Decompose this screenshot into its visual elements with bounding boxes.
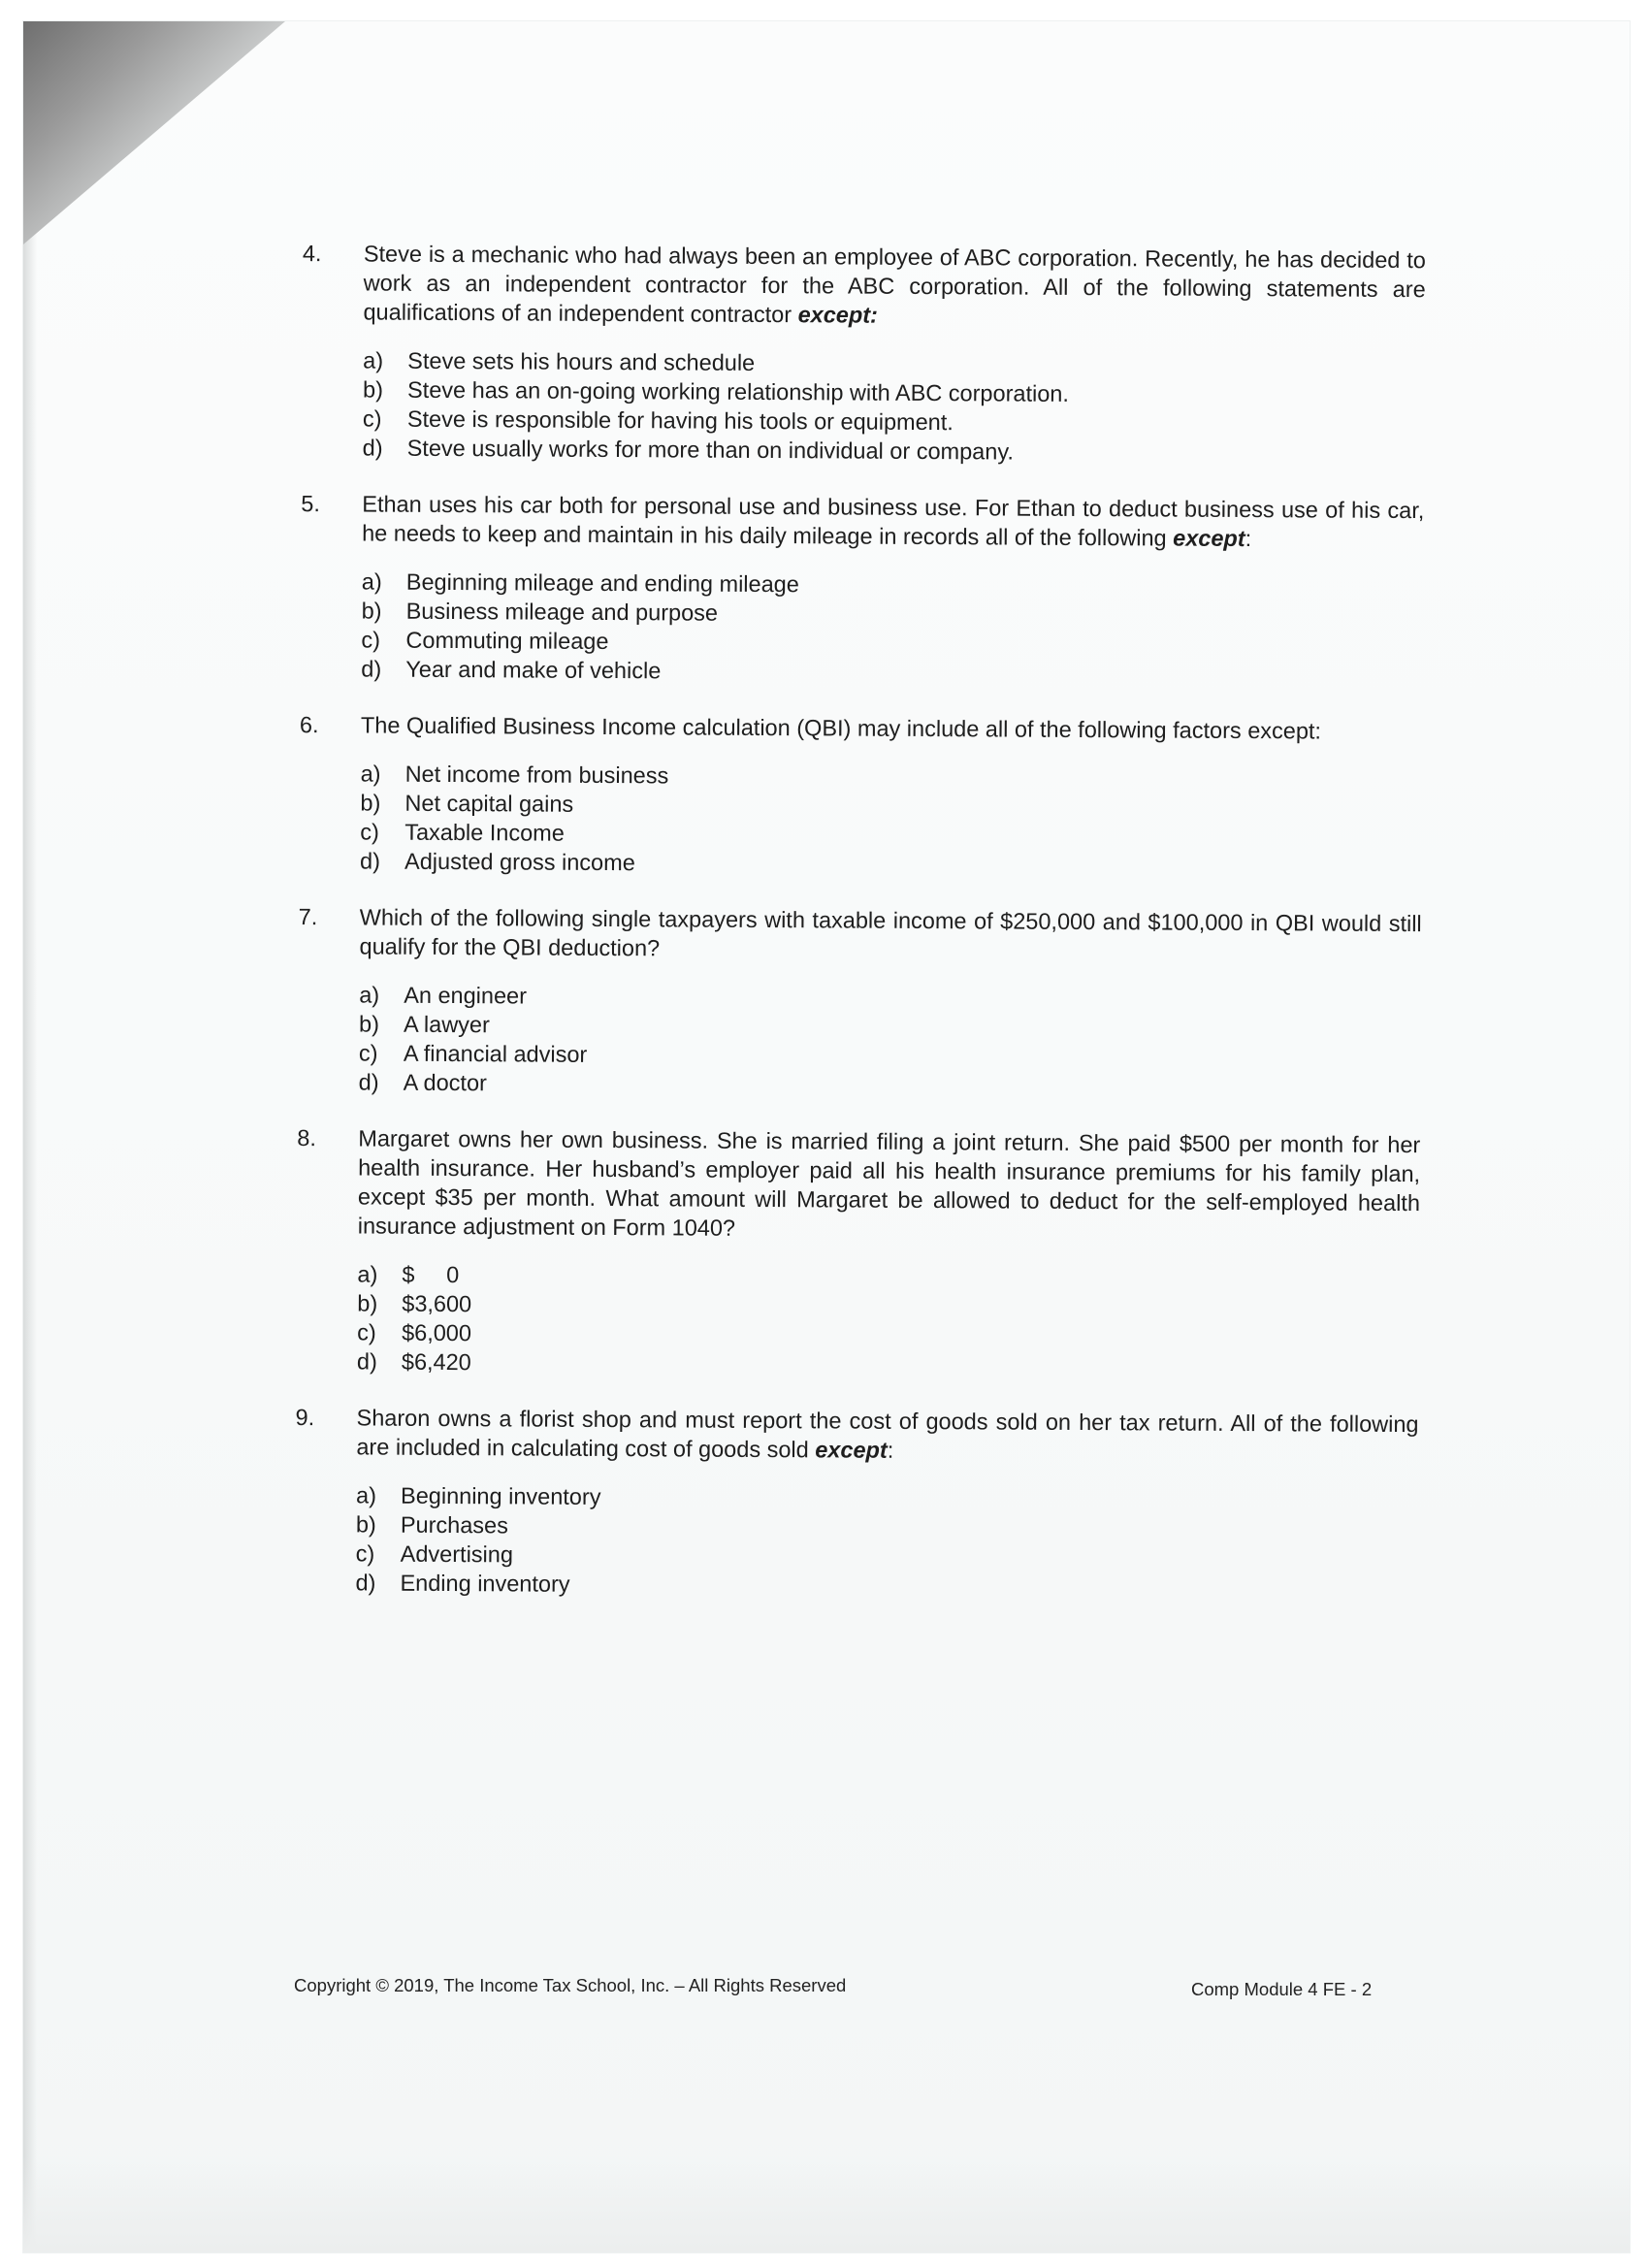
option-text: Purchases (400, 1511, 509, 1539)
question-number: 4. (302, 241, 322, 267)
option-letter: a) (359, 982, 380, 1008)
question-stem-text: Margaret owns her own business. She is married filing a joint return. She paid $500 per month for her health insurance. Her husband’s employer paid all his health insurance premiums for his family plan, except $35 per month. What amount will Margaret be allowed to deduct for the self-employed health insurance adjustment on Form 1040? (357, 1125, 1421, 1241)
question-item (286, 902, 1422, 1103)
option-letter: c) (358, 1040, 378, 1066)
option-letter: c) (362, 405, 382, 432)
option-text: Commuting mileage (405, 627, 609, 655)
question-stem-text: The Qualified Business Income calculation (QBI) may include all of the following factors except: (360, 712, 1322, 744)
answer-options (363, 345, 1426, 469)
option-letter: b) (358, 1011, 380, 1037)
option-text: Net capital gains (404, 790, 574, 817)
option-text: Year and make of vehicle (405, 656, 662, 684)
question-number: 5. (301, 491, 321, 517)
option-text: An engineer (404, 982, 528, 1009)
option-letter: a) (357, 1261, 378, 1287)
question-number: 9. (295, 1405, 315, 1431)
option-letter: a) (361, 568, 382, 595)
option-letter: c) (357, 1319, 376, 1345)
question-stem-text: Ethan uses his car both for personal use and business use. For Ethan to deduct business use of his car, he needs to keep and maintain in his daily mileage in records all of the following (362, 491, 1425, 551)
question-stem (358, 1123, 1421, 1247)
question-stem-emphasis: except (815, 1437, 888, 1463)
question-stem-text: Sharon owns a florist shop and must report the cost of goods sold on her tax return. All of the following are included in calculating cost of goods sold (356, 1405, 1419, 1463)
option-letter: b) (362, 376, 384, 403)
question-stem-text: Which of the following single taxpayers with taxable income of $250,000 and $100,000 in QBI would still qualify for the QBI deduction? (359, 904, 1422, 961)
question-stem-tail: : (887, 1437, 894, 1463)
option-text: Taxable Income (404, 819, 565, 846)
option-text: A financial advisor (403, 1040, 588, 1067)
copyright-notice: Copyright © 2019, The Income Tax School, Inc. – All Rights Reserved (294, 1975, 847, 1995)
question-item (282, 1403, 1418, 1604)
option-text: A doctor (403, 1069, 488, 1096)
answer-option (361, 654, 1423, 690)
option-text: Ending inventory (400, 1570, 570, 1597)
question-stem (363, 239, 1426, 333)
option-letter: d) (358, 1069, 379, 1095)
option-text: Business mileage and purpose (405, 598, 719, 626)
answer-options (355, 1480, 1418, 1604)
option-text: Adjusted gross income (404, 848, 635, 876)
question-stem-tail: : (1245, 526, 1252, 552)
option-letter: b) (360, 790, 381, 816)
question-stem (361, 710, 1423, 746)
option-letter: d) (362, 435, 383, 461)
option-letter: d) (361, 656, 382, 682)
option-letter: c) (360, 819, 379, 845)
answer-options (360, 759, 1423, 882)
option-letter: b) (357, 1290, 378, 1316)
option-letter: d) (360, 848, 381, 874)
question-item (284, 1123, 1421, 1382)
option-letter: a) (356, 1482, 377, 1508)
option-text: $6,420 (401, 1348, 471, 1376)
option-letter: a) (363, 347, 384, 373)
option-text: $3,600 (402, 1290, 472, 1317)
option-letter: b) (355, 1511, 376, 1538)
option-text: Steve usually works for more than on individual or company. (406, 435, 1014, 465)
question-stem-emphasis: except: (797, 302, 879, 328)
question-number: 6. (299, 712, 319, 738)
answer-options (359, 980, 1422, 1103)
option-text: A lawyer (403, 1011, 490, 1038)
option-letter: d) (356, 1348, 377, 1375)
question-stem (359, 902, 1421, 967)
option-letter: d) (355, 1570, 376, 1596)
option-letter: c) (355, 1540, 375, 1567)
answer-options (361, 567, 1424, 690)
question-stem (362, 489, 1424, 554)
answer-option (363, 433, 1425, 469)
question-stem (356, 1403, 1418, 1468)
question-item (287, 710, 1423, 882)
answer-option (359, 1067, 1421, 1103)
option-letter: a) (360, 761, 381, 787)
option-text: Beginning mileage and ending mileage (405, 568, 799, 598)
option-text: $ 0 (402, 1261, 460, 1288)
option-letter: b) (361, 598, 382, 624)
page-label: Comp Module 4 FE - 2 (1191, 1979, 1373, 1999)
option-text: Net income from business (404, 761, 669, 789)
answer-option (360, 846, 1422, 882)
question-item (288, 489, 1424, 690)
paper-left-edge-shadow (23, 223, 37, 2251)
answer-option (357, 1346, 1419, 1382)
question-list (282, 239, 1426, 1631)
option-text: Steve has an on-going working relationship with ABC corporation. (406, 376, 1070, 406)
question-number: 8. (297, 1125, 317, 1151)
answer-option (355, 1568, 1417, 1604)
option-text: $6,000 (402, 1319, 472, 1346)
option-text: Steve is responsible for having his tools or equipment. (406, 405, 954, 436)
question-stem-emphasis: except (1173, 525, 1245, 552)
paper-bottom-shading (23, 2155, 1630, 2252)
option-text: Advertising (400, 1540, 514, 1568)
option-text: Beginning inventory (401, 1482, 601, 1509)
question-stem-text: Steve is a mechanic who had always been an employee of ABC corporation. Recently, he has decided to work as an independent contractor for the ABC corporation. All of the following statements are qualifications of an independent contractor (363, 241, 1426, 328)
question-item (290, 239, 1426, 469)
option-letter: c) (361, 627, 381, 653)
question-number: 7. (298, 904, 318, 930)
answer-options (357, 1259, 1420, 1382)
option-text: Steve sets his hours and schedule (407, 347, 756, 375)
